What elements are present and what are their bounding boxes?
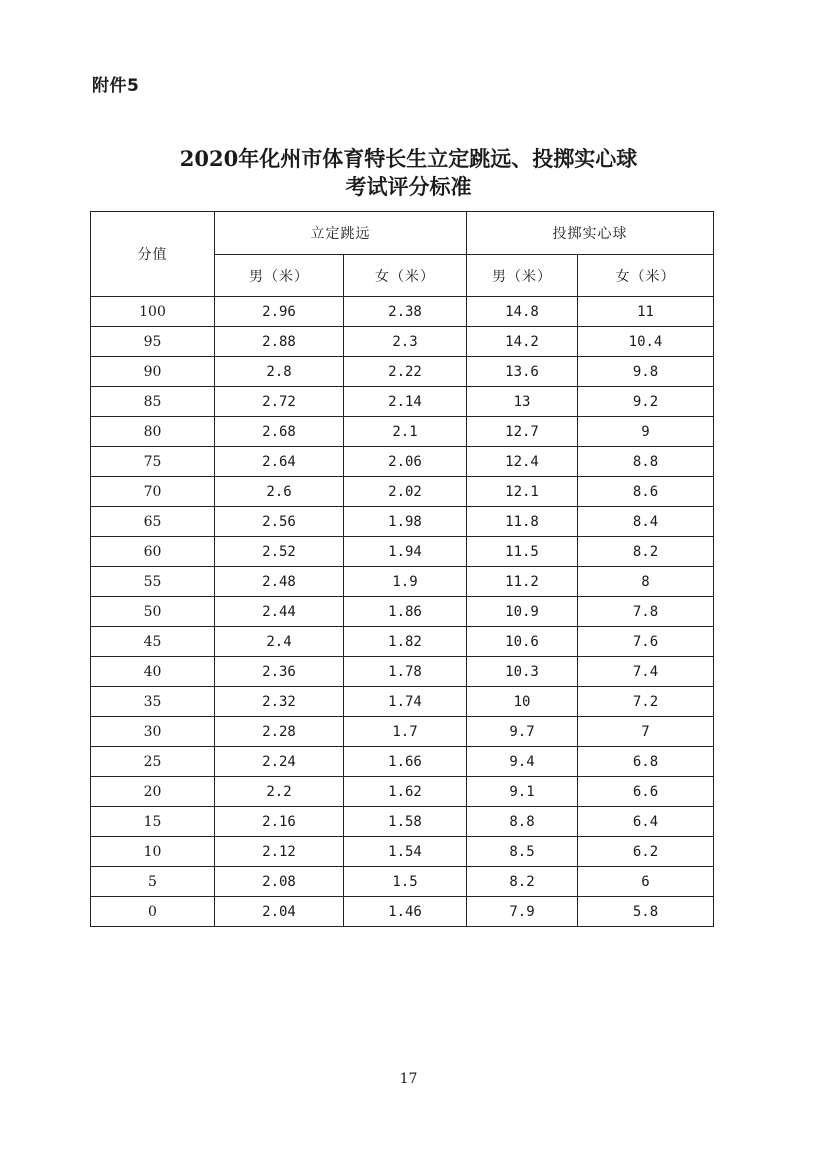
shot-put-male-cell: 7.9: [467, 897, 578, 927]
shot-put-male-cell: 12.7: [467, 417, 578, 447]
shot-put-female-cell: 9.8: [578, 357, 714, 387]
table-row: [91, 357, 714, 387]
score-cell: 100: [91, 297, 215, 327]
table-row: [91, 747, 714, 777]
shot-put-male-cell: 11.2: [467, 567, 578, 597]
shot-put-female-cell: 8.2: [578, 537, 714, 567]
shot-put-male-cell: 13: [467, 387, 578, 417]
attachment-label: 附件5: [92, 76, 140, 96]
long-jump-male-cell: 2.2: [215, 777, 344, 807]
long-jump-female-cell: 1.54: [344, 837, 467, 867]
table-row: [91, 837, 714, 867]
shot-put-male-cell: 9.7: [467, 717, 578, 747]
long-jump-male-cell: 2.28: [215, 717, 344, 747]
shot-put-female-cell: 7.4: [578, 657, 714, 687]
long-jump-male-header: 男（米）: [215, 255, 344, 297]
score-cell: 30: [91, 717, 215, 747]
page-title: 2020年化州市体育特长生立定跳远、投掷实心球: [179, 146, 638, 171]
score-cell: 0: [91, 897, 215, 927]
shot-put-female-cell: 8.4: [578, 507, 714, 537]
shot-put-female-cell: 6: [578, 867, 714, 897]
shot-put-male-cell: 10.6: [467, 627, 578, 657]
long-jump-female-cell: 1.62: [344, 777, 467, 807]
long-jump-male-cell: 2.72: [215, 387, 344, 417]
table-row: [91, 687, 714, 717]
long-jump-male-cell: 2.8: [215, 357, 344, 387]
shot-put-header: 投掷实心球: [467, 212, 714, 255]
shot-put-female-cell: 9.2: [578, 387, 714, 417]
shot-put-female-cell: 6.8: [578, 747, 714, 777]
shot-put-female-cell: 7.6: [578, 627, 714, 657]
shot-put-male-cell: 8.8: [467, 807, 578, 837]
long-jump-female-cell: 1.78: [344, 657, 467, 687]
shot-put-male-header: 男（米）: [467, 255, 578, 297]
long-jump-female-cell: 1.98: [344, 507, 467, 537]
shot-put-female-cell: 7.2: [578, 687, 714, 717]
shot-put-male-cell: 10: [467, 687, 578, 717]
long-jump-male-cell: 2.48: [215, 567, 344, 597]
shot-put-female-cell: 8.8: [578, 447, 714, 477]
shot-put-female-header: 女（米）: [578, 255, 714, 297]
long-jump-male-cell: 2.4: [215, 627, 344, 657]
long-jump-header: 立定跳远: [215, 212, 467, 255]
score-cell: 75: [91, 447, 215, 477]
score-cell: 85: [91, 387, 215, 417]
long-jump-female-cell: 1.66: [344, 747, 467, 777]
table-row: [91, 297, 714, 327]
table-row: [91, 477, 714, 507]
long-jump-male-cell: 2.44: [215, 597, 344, 627]
long-jump-female-cell: 1.7: [344, 717, 467, 747]
shot-put-female-cell: 6.4: [578, 807, 714, 837]
page-number: 17: [399, 1071, 418, 1087]
long-jump-female-cell: 1.9: [344, 567, 467, 597]
long-jump-male-cell: 2.08: [215, 867, 344, 897]
table-row: [91, 807, 714, 837]
table-row: [91, 537, 714, 567]
shot-put-male-cell: 9.1: [467, 777, 578, 807]
shot-put-female-cell: 5.8: [578, 897, 714, 927]
table-row: [91, 867, 714, 897]
long-jump-male-cell: 2.32: [215, 687, 344, 717]
shot-put-male-cell: 8.2: [467, 867, 578, 897]
table-row: [91, 567, 714, 597]
shot-put-female-cell: 7.8: [578, 597, 714, 627]
shot-put-female-cell: 9: [578, 417, 714, 447]
table-row: [91, 417, 714, 447]
shot-put-male-cell: 10.9: [467, 597, 578, 627]
page-subtitle: 考试评分标准: [345, 174, 472, 199]
long-jump-male-cell: 2.04: [215, 897, 344, 927]
long-jump-male-cell: 2.12: [215, 837, 344, 867]
long-jump-female-cell: 2.06: [344, 447, 467, 477]
score-cell: 15: [91, 807, 215, 837]
shot-put-male-cell: 10.3: [467, 657, 578, 687]
score-cell: 25: [91, 747, 215, 777]
shot-put-female-cell: 11: [578, 297, 714, 327]
shot-put-male-cell: 11.8: [467, 507, 578, 537]
shot-put-female-cell: 6.6: [578, 777, 714, 807]
long-jump-female-cell: 1.58: [344, 807, 467, 837]
score-cell: 90: [91, 357, 215, 387]
long-jump-female-cell: 2.14: [344, 387, 467, 417]
table-row: [91, 627, 714, 657]
table-row: [91, 717, 714, 747]
shot-put-female-cell: 6.2: [578, 837, 714, 867]
table-row: [91, 327, 714, 357]
shot-put-female-cell: 7: [578, 717, 714, 747]
table-row: [91, 387, 714, 417]
score-cell: 55: [91, 567, 215, 597]
long-jump-male-cell: 2.24: [215, 747, 344, 777]
long-jump-male-cell: 2.56: [215, 507, 344, 537]
shot-put-male-cell: 11.5: [467, 537, 578, 567]
shot-put-male-cell: 12.1: [467, 477, 578, 507]
long-jump-male-cell: 2.96: [215, 297, 344, 327]
score-cell: 60: [91, 537, 215, 567]
long-jump-male-cell: 2.36: [215, 657, 344, 687]
score-cell: 35: [91, 687, 215, 717]
shot-put-male-cell: 8.5: [467, 837, 578, 867]
score-cell: 65: [91, 507, 215, 537]
long-jump-female-cell: 1.82: [344, 627, 467, 657]
score-cell: 40: [91, 657, 215, 687]
shot-put-male-cell: 14.8: [467, 297, 578, 327]
score-cell: 20: [91, 777, 215, 807]
scoring-table: [90, 211, 714, 927]
long-jump-male-cell: 2.88: [215, 327, 344, 357]
long-jump-male-cell: 2.68: [215, 417, 344, 447]
long-jump-female-cell: 2.22: [344, 357, 467, 387]
shot-put-male-cell: 14.2: [467, 327, 578, 357]
long-jump-female-cell: 1.86: [344, 597, 467, 627]
table-row: [91, 777, 714, 807]
shot-put-female-cell: 8: [578, 567, 714, 597]
long-jump-male-cell: 2.6: [215, 477, 344, 507]
score-header: 分值: [91, 212, 215, 297]
shot-put-male-cell: 12.4: [467, 447, 578, 477]
score-cell: 50: [91, 597, 215, 627]
long-jump-female-cell: 2.02: [344, 477, 467, 507]
table-row: [91, 507, 714, 537]
shot-put-male-cell: 13.6: [467, 357, 578, 387]
score-cell: 70: [91, 477, 215, 507]
table-row: [91, 447, 714, 477]
table-row: [91, 597, 714, 627]
long-jump-male-cell: 2.16: [215, 807, 344, 837]
long-jump-female-cell: 1.46: [344, 897, 467, 927]
score-cell: 45: [91, 627, 215, 657]
shot-put-female-cell: 8.6: [578, 477, 714, 507]
score-cell: 95: [91, 327, 215, 357]
long-jump-female-header: 女（米）: [344, 255, 467, 297]
long-jump-female-cell: 2.38: [344, 297, 467, 327]
score-cell: 10: [91, 837, 215, 867]
table-row: [91, 657, 714, 687]
shot-put-male-cell: 9.4: [467, 747, 578, 777]
table-body: [91, 297, 714, 927]
score-cell: 5: [91, 867, 215, 897]
long-jump-female-cell: 1.74: [344, 687, 467, 717]
long-jump-female-cell: 1.5: [344, 867, 467, 897]
long-jump-female-cell: 2.1: [344, 417, 467, 447]
long-jump-female-cell: 2.3: [344, 327, 467, 357]
table-row: [91, 897, 714, 927]
score-cell: 80: [91, 417, 215, 447]
long-jump-female-cell: 1.94: [344, 537, 467, 567]
long-jump-male-cell: 2.64: [215, 447, 344, 477]
shot-put-female-cell: 10.4: [578, 327, 714, 357]
long-jump-male-cell: 2.52: [215, 537, 344, 567]
